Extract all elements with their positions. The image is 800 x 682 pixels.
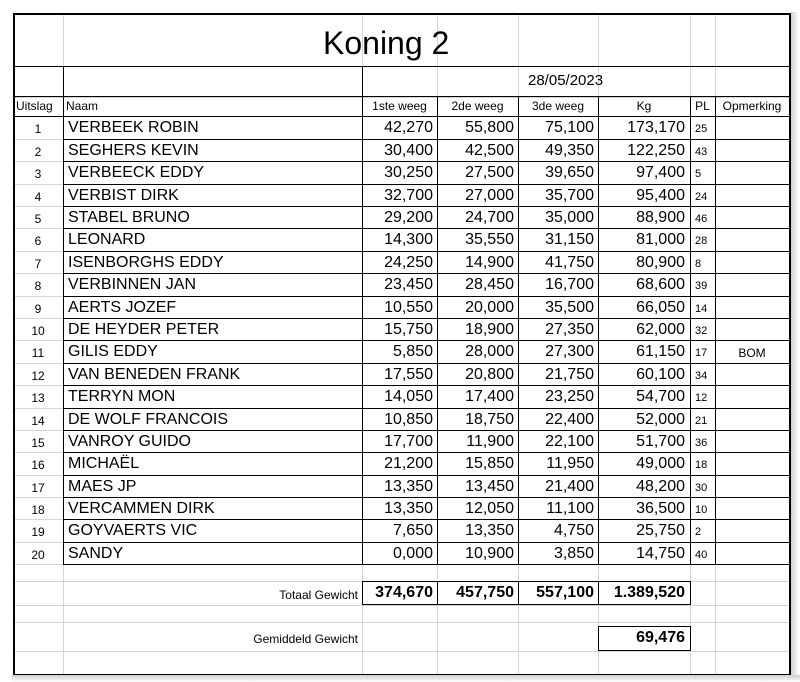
gridline	[715, 564, 789, 565]
rank-cell: 1	[34, 122, 42, 136]
gridline	[63, 519, 715, 520]
weigh-2-cell: 20,000	[465, 299, 514, 316]
name-cell: AERTS JOZEF	[68, 299, 177, 316]
name-cell: DE WOLF FRANCOIS	[68, 411, 229, 428]
pl-cell: 24	[695, 191, 708, 203]
header-name: Naam	[66, 99, 99, 113]
gridline	[715, 430, 789, 431]
name-cell: DE HEYDER PETER	[68, 321, 220, 338]
name-cell: GOYVAERTS VIC	[68, 522, 198, 539]
name-cell: VANROY GUIDO	[68, 433, 191, 450]
weigh-1-cell: 21,200	[384, 455, 433, 472]
gridline	[63, 206, 715, 207]
page-shadow-right	[791, 12, 799, 676]
gridline	[13, 651, 791, 652]
weigh-2-cell: 14,900	[465, 254, 514, 271]
rank-cell: 11	[31, 346, 45, 360]
pl-cell: 34	[695, 370, 708, 382]
gridline	[63, 542, 715, 543]
name-cell: VERCAMMEN DIRK	[68, 500, 215, 517]
gridline	[715, 161, 789, 162]
pl-cell: 21	[695, 415, 708, 427]
weigh-2-cell: 35,550	[465, 231, 514, 248]
rank-cell: 6	[34, 234, 42, 248]
weigh-1-cell: 10,550	[384, 299, 433, 316]
pl-cell: 43	[695, 146, 708, 158]
pl-cell: 5	[695, 168, 702, 180]
gridline	[715, 273, 789, 274]
weigh-3-cell: 35,700	[545, 187, 594, 204]
name-cell: STABEL BRUNO	[68, 209, 190, 226]
weigh-3-cell: 35,000	[545, 209, 594, 226]
pl-cell: 2	[695, 526, 702, 538]
gridline	[63, 66, 64, 96]
weigh-1-cell: 13,350	[384, 478, 433, 495]
weigh-2-cell: 13,350	[465, 522, 514, 539]
pl-cell: 25	[695, 123, 708, 135]
average-kg: 69,476	[636, 629, 685, 646]
weigh-3-cell: 27,350	[545, 321, 594, 338]
weigh-2-cell: 17,400	[465, 388, 514, 405]
weigh-2-cell: 20,800	[465, 366, 514, 383]
gridline	[13, 605, 791, 606]
rank-cell: 15	[31, 436, 45, 450]
gridline	[715, 296, 789, 297]
name-cell: VERBIST DIRK	[68, 187, 179, 204]
weigh-1-cell: 17,550	[384, 366, 433, 383]
pl-cell: 18	[695, 459, 708, 471]
gridline	[715, 228, 789, 229]
name-cell: ISENBORGHS EDDY	[68, 254, 224, 271]
pl-cell: 30	[695, 482, 708, 494]
name-cell: MAES JP	[68, 478, 137, 495]
gridline	[715, 363, 789, 364]
gridline	[715, 475, 789, 476]
name-cell: GILIS EDDY	[68, 343, 158, 360]
header-remark: Opmerking	[722, 99, 782, 113]
weigh-3-cell: 31,150	[545, 231, 594, 248]
weigh-2-cell: 15,850	[465, 455, 514, 472]
weigh-2-cell: 42,500	[465, 142, 514, 159]
weigh-1-cell: 30,250	[384, 164, 433, 181]
total-weight-label: Totaal Gewicht	[279, 588, 358, 602]
weigh-2-cell: 10,900	[465, 545, 514, 562]
kg-cell: 60,100	[636, 366, 685, 383]
gridline	[63, 363, 715, 364]
gridline	[13, 13, 15, 676]
weigh-1-cell: 14,050	[384, 388, 433, 405]
weigh-2-cell: 28,000	[465, 343, 514, 360]
weigh-1-cell: 17,700	[384, 433, 433, 450]
weigh-1-cell: 0,000	[392, 545, 433, 562]
weigh-3-cell: 27,300	[545, 343, 594, 360]
pl-cell: 8	[695, 258, 702, 270]
weigh-3-cell: 75,100	[545, 119, 594, 136]
sheet-title: Koning 2	[323, 25, 450, 61]
gridline	[63, 385, 715, 386]
rank-cell: 8	[34, 279, 42, 293]
weigh-2-cell: 24,700	[465, 209, 514, 226]
weigh-3-cell: 21,400	[545, 478, 594, 495]
weigh-2-cell: 27,500	[465, 164, 514, 181]
weigh-3-cell: 22,100	[545, 433, 594, 450]
weigh-3-cell: 39,650	[545, 164, 594, 181]
kg-cell: 97,400	[636, 164, 685, 181]
gridline	[63, 408, 715, 409]
weigh-3-cell: 11,950	[546, 455, 594, 472]
kg-cell: 88,900	[636, 209, 685, 226]
gridline	[63, 564, 715, 565]
gridline	[63, 497, 715, 498]
gridline	[690, 626, 691, 651]
weigh-3-cell: 49,350	[545, 142, 594, 159]
gridline	[63, 97, 64, 564]
weigh-2-cell: 55,800	[465, 119, 514, 136]
weigh-1-cell: 24,250	[384, 254, 433, 271]
gridline	[63, 475, 715, 476]
pl-cell: 32	[695, 325, 708, 337]
header-weigh-2: 2de weeg	[451, 99, 504, 113]
gridline	[715, 251, 789, 252]
kg-cell: 25,750	[636, 522, 685, 539]
gridline	[690, 581, 691, 605]
rank-cell: 7	[34, 257, 42, 271]
name-cell: LEONARD	[68, 231, 146, 248]
pl-cell: 40	[695, 549, 708, 561]
rank-cell: 14	[31, 414, 45, 428]
kg-cell: 48,200	[636, 478, 685, 495]
kg-cell: 49,000	[636, 455, 685, 472]
header-pl: PL	[695, 99, 710, 113]
gridline	[715, 318, 789, 319]
weigh-1-cell: 23,450	[384, 276, 433, 293]
weigh-3-cell: 16,700	[545, 276, 594, 293]
pl-cell: 10	[695, 504, 708, 516]
weigh-2-cell: 18,750	[465, 411, 514, 428]
weigh-3-cell: 35,500	[545, 299, 594, 316]
header-weigh-1: 1ste weeg	[372, 99, 427, 113]
gridline	[715, 184, 789, 185]
kg-cell: 52,000	[636, 411, 685, 428]
name-cell: VAN BENEDEN FRANK	[68, 366, 241, 383]
gridline	[63, 296, 715, 297]
name-cell: VERBEEK ROBIN	[68, 119, 199, 136]
gridline	[13, 13, 791, 15]
weigh-1-cell: 7,650	[392, 522, 433, 539]
header-weigh-3: 3de weeg	[531, 99, 585, 113]
gridline	[13, 97, 791, 98]
remark-cell: BOM	[738, 346, 766, 360]
weigh-3-cell: 3,850	[553, 545, 594, 562]
total-weigh-1: 374,670	[375, 584, 433, 601]
page-shadow-bottom	[12, 675, 800, 682]
gridline	[598, 650, 690, 651]
name-cell: MICHAËL	[68, 455, 140, 472]
weigh-2-cell: 27,000	[465, 187, 514, 204]
name-cell: VERBEECK EDDY	[68, 164, 205, 181]
gridline	[715, 206, 789, 207]
kg-cell: 54,700	[636, 388, 685, 405]
gridline	[715, 542, 789, 543]
rank-cell: 19	[31, 525, 45, 539]
gridline	[63, 116, 715, 117]
gridline	[715, 97, 716, 564]
name-cell: TERRYN MON	[68, 388, 176, 405]
weigh-1-cell: 15,750	[384, 321, 433, 338]
gridline	[362, 66, 363, 96]
weigh-3-cell: 21,750	[545, 366, 594, 383]
weigh-3-cell: 41,750	[545, 254, 594, 271]
weigh-1-cell: 13,350	[384, 500, 433, 517]
rank-cell: 16	[31, 458, 45, 472]
rank-cell: 18	[31, 503, 45, 517]
gridline	[13, 96, 791, 97]
gridline	[13, 116, 63, 117]
weigh-3-cell: 4,750	[553, 522, 594, 539]
rank-cell: 17	[31, 481, 45, 495]
gridline	[13, 66, 791, 67]
kg-cell: 122,250	[627, 142, 685, 159]
rank-cell: 3	[34, 167, 42, 181]
kg-cell: 80,900	[636, 254, 685, 271]
gridline	[715, 385, 789, 386]
rank-cell: 13	[31, 391, 45, 405]
gridline	[715, 408, 789, 409]
pl-cell: 46	[695, 213, 708, 225]
weigh-2-cell: 28,450	[465, 276, 514, 293]
kg-cell: 66,050	[636, 299, 685, 316]
gridline	[63, 430, 715, 431]
gridline	[715, 340, 789, 341]
gridline	[715, 139, 789, 140]
weigh-1-cell: 32,700	[384, 187, 433, 204]
pl-cell: 12	[695, 392, 708, 404]
date-header: 28/05/2023	[528, 72, 604, 89]
kg-cell: 173,170	[627, 119, 685, 136]
kg-cell: 14,750	[636, 545, 685, 562]
weigh-3-cell: 23,250	[545, 388, 594, 405]
name-cell: VERBINNEN JAN	[68, 276, 197, 293]
gridline	[715, 452, 789, 453]
kg-cell: 95,400	[636, 187, 685, 204]
header-rank: Uitslag	[16, 99, 53, 113]
average-weight-label: Gemiddeld Gewicht	[253, 632, 358, 646]
kg-cell: 62,000	[636, 321, 685, 338]
pl-cell: 36	[695, 437, 708, 449]
rank-cell: 10	[31, 324, 45, 338]
gridline	[715, 116, 789, 117]
kg-cell: 68,600	[636, 276, 685, 293]
gridline	[63, 228, 715, 229]
rank-cell: 5	[34, 212, 42, 226]
gridline	[362, 604, 691, 605]
header-kg: Kg	[636, 99, 652, 113]
pl-cell: 39	[695, 280, 708, 292]
kg-cell: 61,150	[636, 343, 685, 360]
gridline	[63, 184, 715, 185]
gridline	[63, 273, 715, 274]
weigh-2-cell: 13,450	[465, 478, 514, 495]
gridline	[63, 251, 715, 252]
gridline	[715, 519, 789, 520]
kg-cell: 51,700	[636, 433, 685, 450]
weigh-2-cell: 11,900	[466, 433, 514, 450]
weigh-1-cell: 30,400	[384, 142, 433, 159]
gridline	[715, 497, 789, 498]
rank-cell: 12	[31, 369, 45, 383]
total-weigh-2: 457,750	[456, 584, 514, 601]
weigh-3-cell: 22,400	[545, 411, 594, 428]
kg-cell: 36,500	[636, 500, 685, 517]
gridline	[690, 97, 691, 564]
rank-cell: 9	[34, 302, 42, 316]
kg-cell: 81,000	[636, 231, 685, 248]
total-kg: 1.389,520	[613, 584, 685, 601]
weigh-1-cell: 14,300	[384, 231, 433, 248]
rank-cell: 4	[34, 190, 42, 204]
gridline	[63, 161, 715, 162]
weigh-1-cell: 10,850	[384, 411, 433, 428]
weigh-1-cell: 42,270	[384, 119, 433, 136]
rank-cell: 20	[31, 548, 45, 562]
gridline	[63, 139, 715, 140]
gridline	[63, 340, 715, 341]
gridline	[362, 581, 691, 582]
weigh-1-cell: 29,200	[384, 209, 433, 226]
pl-cell: 14	[695, 303, 708, 315]
weigh-2-cell: 18,900	[465, 321, 514, 338]
weigh-3-cell: 11,100	[546, 500, 594, 517]
pl-cell: 17	[695, 347, 708, 359]
rank-cell: 2	[34, 145, 42, 159]
weigh-1-cell: 5,850	[392, 343, 433, 360]
weigh-2-cell: 12,050	[465, 500, 514, 517]
gridline	[598, 626, 690, 627]
total-weigh-3: 557,100	[536, 584, 594, 601]
pl-cell: 28	[695, 235, 708, 247]
gridline	[63, 452, 715, 453]
gridline	[63, 318, 715, 319]
gridline	[13, 622, 791, 623]
name-cell: SEGHERS KEVIN	[68, 142, 199, 159]
name-cell: SANDY	[68, 545, 124, 562]
